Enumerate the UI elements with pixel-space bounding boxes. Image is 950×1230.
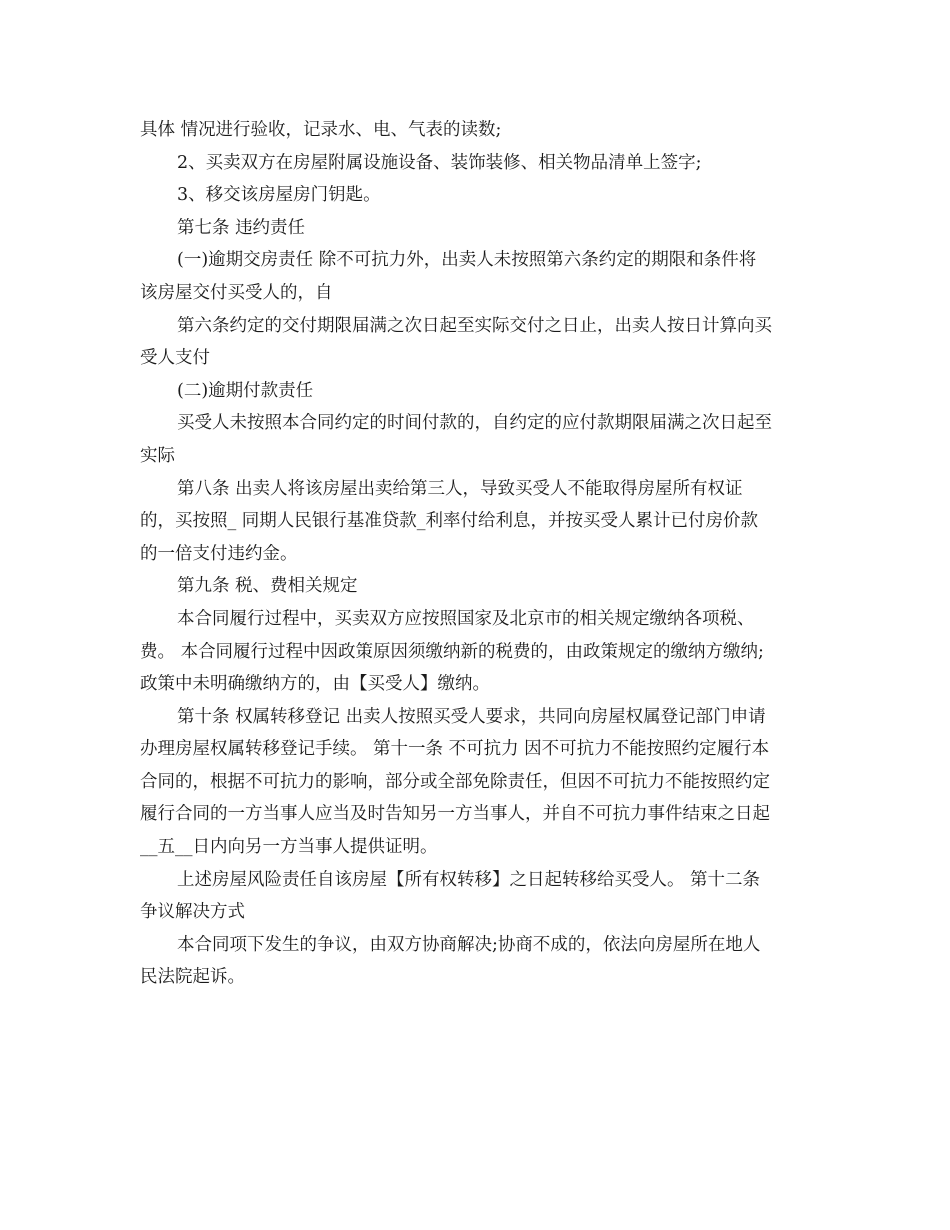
text-line: 本合同履行过程中，买卖双方应按照国家及北京市的相关规定缴纳各项税、	[177, 608, 755, 629]
text-line: 2、买卖双方在房屋附属设施设备、装饰装修、相关物品清单上签字;	[177, 152, 702, 173]
text-line: 买受人未按照本合同约定的时间付款的，自约定的应付款期限届满之次日起至	[177, 413, 772, 434]
section-heading-article-7: 第七条 违约责任	[177, 217, 306, 238]
text-line: 的一倍支付违约金。	[140, 543, 298, 564]
section-heading-article-9: 第九条 税、费相关规定	[177, 576, 358, 597]
text-line: 民法院起诉。	[140, 967, 245, 988]
text-line: 政策中未明确缴纳方的，由【买受人】缴纳。	[140, 674, 490, 695]
text-line: 3、移交该房屋房门钥匙。	[177, 185, 381, 206]
text-line: 费。 本合同履行过程中因政策原因须缴纳新的税费的，由政策规定的缴纳方缴纳;	[140, 641, 764, 662]
text-line: 的，买按照_ 同期人民银行基准贷款_利率付给利息，并按买受人累计已付房价款	[140, 511, 759, 532]
text-line: (一)逾期交房责任 除不可抗力外，出卖人未按照第六条约定的期限和条件将	[177, 250, 757, 271]
text-line: 该房屋交付买受人的，自	[140, 282, 333, 303]
text-line: 合同的，根据不可抗力的影响，部分或全部免除责任，但因不可抗力不能按照约定	[140, 771, 770, 792]
contract-text	[140, 114, 812, 994]
text-line: 实际	[140, 445, 175, 466]
text-line: 履行合同的一方当事人应当及时告知另一方当事人，并自不可抗力事件结束之日起	[140, 804, 770, 825]
text-line: 上述房屋风险责任自该房屋【所有权转移】之日起转移给买受人。 第十二条	[177, 869, 761, 890]
text-line: 受人支付	[140, 348, 210, 369]
text-line: 具体 情况进行验收，记录水、电、气表的读数;	[140, 120, 502, 140]
text-line: 办理房屋权属转移登记手续。 第十一条 不可抗力 因不可抗力不能按照约定履行本	[140, 739, 770, 760]
section-heading-article-10: 第十条 权属转移登记 出卖人按照买受人要求，共同向房屋权属登记部门申请	[177, 706, 766, 727]
text-line: 本合同项下发生的争议，由双方协商解决;协商不成的，依法向房屋所在地人	[177, 934, 761, 955]
section-heading-article-8: 第八条 出卖人将该房屋出卖给第三人，导致买受人不能取得房屋所有权证	[177, 478, 743, 499]
text-line: 争议解决方式	[140, 902, 245, 923]
text-line: 第六条约定的交付期限届满之次日起至实际交付之日止，出卖人按日计算向买	[177, 315, 772, 336]
text-line: __五__日内向另一方当事人提供证明。	[140, 837, 438, 858]
text-line: (二)逾期付款责任	[177, 380, 314, 401]
